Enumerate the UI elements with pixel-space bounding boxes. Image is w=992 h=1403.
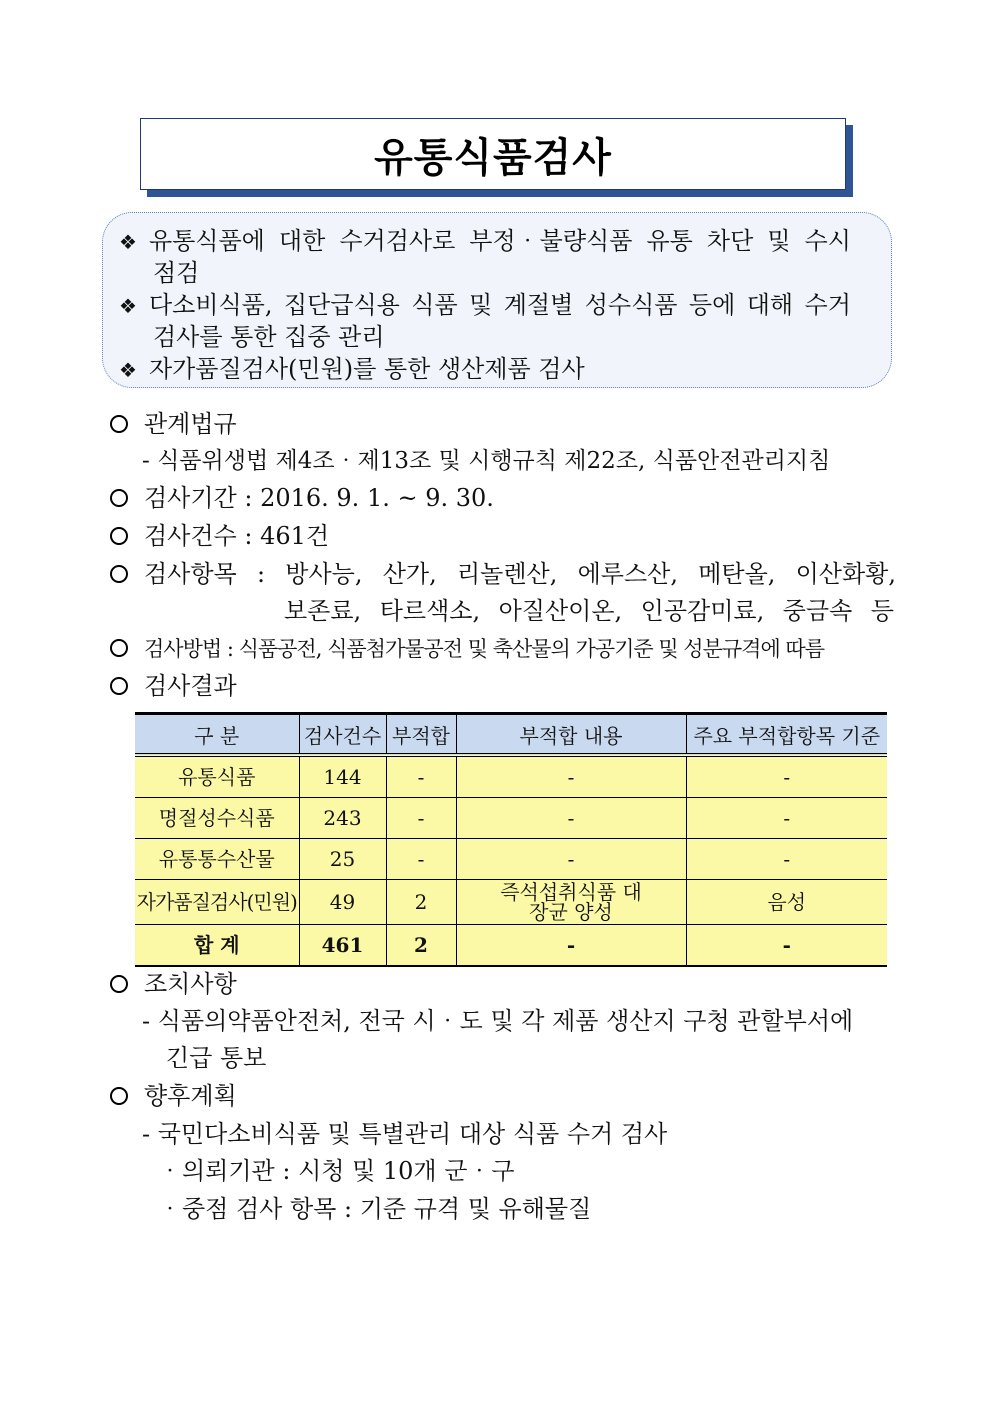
table-row <box>135 798 887 839</box>
cell: - <box>686 839 887 880</box>
summary-item-1-cont: 점검 <box>153 259 200 287</box>
items-line2: 보존료, 타르색소, 아질산이온, 인공감미료, 중금속 등 <box>284 597 894 625</box>
table-row <box>135 880 887 925</box>
diamond-bullet-icon: ❖ <box>119 358 137 382</box>
diamond-bullet-icon: ❖ <box>119 230 137 254</box>
cell: 음성 <box>686 880 887 925</box>
cell: - <box>386 798 456 839</box>
law-detail: - 식품위생법 제4조‧제13조 및 시행규칙 제22조, 식품안전관리지침 <box>142 448 831 474</box>
cell: 유통통수산물 <box>135 839 299 880</box>
diamond-bullet-icon: ❖ <box>119 294 137 318</box>
circle-bullet-icon <box>110 565 128 583</box>
header-count: 검사건수 <box>299 714 386 756</box>
cell: 243 <box>299 798 386 839</box>
circle-bullet-icon <box>110 527 128 545</box>
cell: - <box>456 798 686 839</box>
cell: 즉석섭취식품 대장균 양성 <box>456 880 686 925</box>
section-result: 검사결과 <box>110 670 237 702</box>
header-category: 구 분 <box>135 714 299 756</box>
summary-item-2: ❖ 다소비식품, 집단급식용 식품 및 계절별 성수식품 등에 대해 수거 <box>119 291 851 319</box>
circle-bullet-icon <box>110 415 128 433</box>
section-law: 관계법규 <box>110 408 237 440</box>
action-line2: 긴급 통보 <box>166 1044 267 1072</box>
summary-item-1: ❖ 유통식품에 대한 수거검사로 부정‧불량식품 유통 차단 및 수시 <box>119 227 851 255</box>
circle-bullet-icon <box>110 1087 128 1105</box>
cell: - <box>456 839 686 880</box>
table-row <box>135 839 887 880</box>
cell: - <box>686 925 887 967</box>
plan-line2: ‧의뢰기관 : 시청 및 10개 군‧구 <box>158 1157 515 1185</box>
cell: 2 <box>386 925 456 967</box>
cell: - <box>686 798 887 839</box>
section-items: 검사항목 : 방사능, 산가, 리놀렌산, 에루스산, 메탄올, 이산화황, <box>110 558 896 590</box>
circle-bullet-icon <box>110 677 128 695</box>
cell: - <box>386 839 456 880</box>
cell: 명절성수식품 <box>135 798 299 839</box>
section-period: 검사기간 : 2016. 9. 1. ~ 9. 30. <box>110 482 494 514</box>
title-box <box>140 118 846 190</box>
cell: - <box>456 925 686 967</box>
header-fail: 부적합 <box>386 714 456 756</box>
summary-box <box>102 212 892 388</box>
section-method: 검사방법 : 식품공전, 식품첨가물공전 및 축산물의 가공기준 및 성분규격에 따름 <box>110 632 824 665</box>
header-fail-content: 부적합 내용 <box>456 714 686 756</box>
cell: 49 <box>299 880 386 925</box>
circle-bullet-icon <box>110 489 128 507</box>
cell: 자가품질검사(민원) <box>135 880 299 925</box>
action-line1: - 식품의약품안전처, 전국 시‧도 및 각 제품 생산지 구청 관할부서에 <box>142 1007 854 1035</box>
plan-line1: - 국민다소비식품 및 특별관리 대상 식품 수거 검사 <box>142 1120 668 1148</box>
cell: 합 계 <box>135 925 299 967</box>
cell: 25 <box>299 839 386 880</box>
plan-line3: ‧중점 검사 항목 : 기준 규격 및 유해물질 <box>158 1195 592 1223</box>
cell: - <box>386 755 456 798</box>
circle-bullet-icon <box>110 639 128 657</box>
page-title: 유통식품검사 <box>374 134 612 181</box>
cell: - <box>456 755 686 798</box>
summary-item-2-cont: 검사를 통한 집중 관리 <box>153 323 385 351</box>
section-action: 조치사항 <box>110 968 237 1000</box>
summary-item-3: ❖ 자가품질검사(민원)를 통한 생산제품 검사 <box>119 355 585 383</box>
table-header-row <box>135 714 887 756</box>
cell: 144 <box>299 755 386 798</box>
cell: 유통식품 <box>135 755 299 798</box>
section-count: 검사건수 : 461건 <box>110 520 329 552</box>
circle-bullet-icon <box>110 975 128 993</box>
table-total-row <box>135 925 887 967</box>
cell: - <box>686 755 887 798</box>
result-table <box>135 712 887 967</box>
header-standard: 주요 부적합항목 기준 <box>686 714 887 756</box>
table-row <box>135 755 887 798</box>
cell: 461 <box>299 925 386 967</box>
section-plan: 향후계획 <box>110 1080 237 1112</box>
cell: 2 <box>386 880 456 925</box>
